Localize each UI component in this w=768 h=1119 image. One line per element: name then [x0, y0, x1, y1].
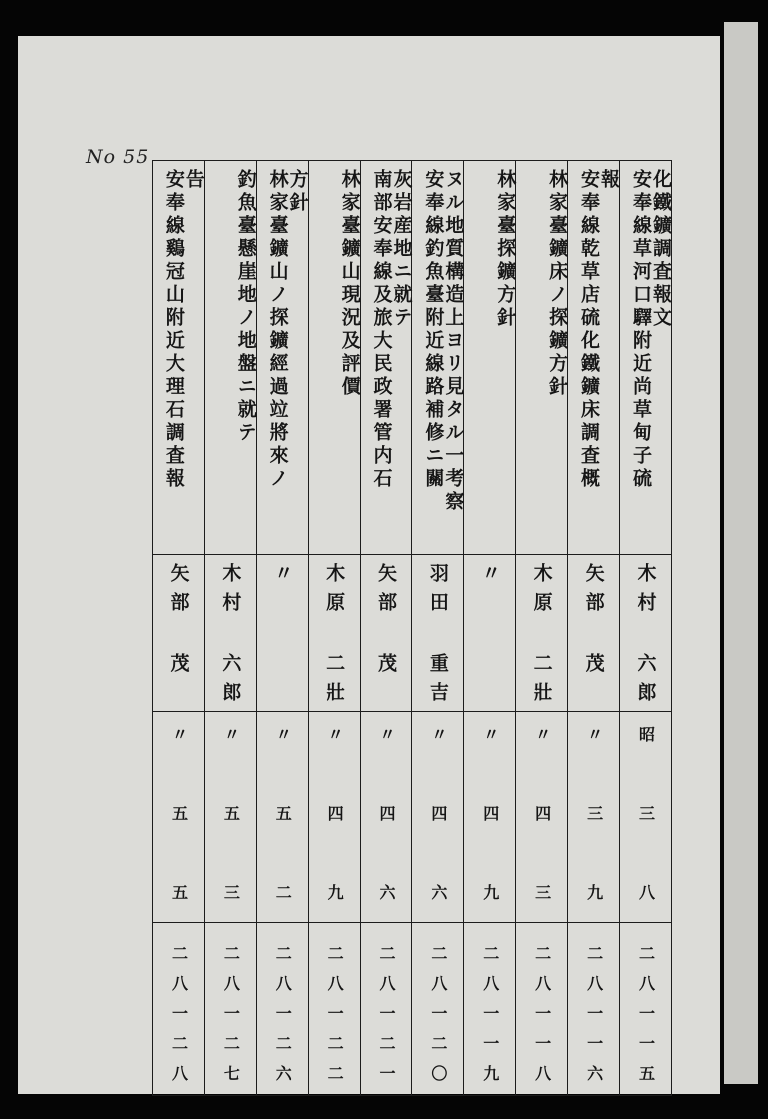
title-line: 林家臺鑛山ノ探鑛經過竝將來ノ [266, 169, 289, 491]
page-ref-text: 二八一二八 [169, 945, 189, 1095]
date-cell [256, 712, 308, 923]
report-index-table [152, 160, 672, 1096]
page-ref-text: 二八一一八 [532, 945, 552, 1095]
title-text [361, 161, 412, 554]
date-text: 〃 四 六 [377, 726, 396, 922]
title-line: 安奉線鷄冠山附近大理石調査報 [162, 169, 185, 491]
title-line: 安奉線草河口驛附近尚草甸子硫 [630, 169, 652, 491]
title-row [153, 161, 672, 555]
author-text: 〃 [271, 563, 294, 592]
title-line: 灰岩産地ニ就テ [390, 169, 413, 330]
page-ref-cell [620, 923, 672, 1096]
title-text [464, 161, 515, 554]
date-text: 〃 三 九 [584, 726, 604, 922]
title-cell [412, 161, 464, 555]
title-line: ヌル地質構造上ヨリ見タル一考察 [442, 169, 465, 514]
date-row [153, 712, 672, 923]
date-cell [516, 712, 568, 923]
page-ref-cell [412, 923, 464, 1096]
author-text: 木原 二壯 [323, 563, 346, 711]
title-text [412, 161, 463, 554]
title-line: 釣魚臺懸崖地ノ地盤ニ就テ [234, 169, 257, 445]
author-text: 矢部 茂 [375, 563, 397, 682]
date-text: 〃 五 三 [221, 726, 241, 922]
page-ref-cell [153, 923, 205, 1096]
page-ref-text: 二八一二〇 [428, 945, 448, 1095]
page-ref-text: 二八一二七 [221, 945, 241, 1095]
date-text: 〃 五 五 [169, 726, 189, 922]
title-cell [360, 161, 412, 555]
author-cell [568, 555, 620, 712]
page-ref-cell [516, 923, 568, 1096]
date-cell [464, 712, 516, 923]
title-cell [153, 161, 205, 555]
date-cell [204, 712, 256, 923]
page-ref-text: 二八一二二 [325, 945, 345, 1095]
title-text [205, 161, 256, 554]
author-text: 木村 六郎 [219, 563, 242, 711]
title-text [568, 161, 619, 554]
author-text: 木村 六郎 [634, 563, 657, 711]
title-line: 安奉線釣魚臺附近線路補修ニ關 [422, 169, 445, 491]
author-cell [620, 555, 672, 712]
title-line: 告 [182, 169, 205, 192]
title-line: 安奉線乾草店硫化鐵鑛床調査概 [578, 169, 601, 491]
page-ref-text: 二八一二六 [273, 945, 293, 1095]
date-cell [360, 712, 412, 923]
page-ref-text: 二八一一六 [584, 945, 604, 1095]
title-line: 林家臺鑛床ノ探鑛方針 [546, 169, 569, 399]
title-cell [308, 161, 360, 555]
date-cell [153, 712, 205, 923]
title-cell [568, 161, 620, 555]
title-cell [256, 161, 308, 555]
page-ref-text: 二八一一五 [636, 945, 656, 1095]
adjacent-page-edge [724, 22, 758, 1084]
title-text [309, 161, 360, 554]
date-cell [308, 712, 360, 923]
date-text: 昭 三 八 [636, 726, 656, 922]
date-text: 〃 四 九 [480, 726, 500, 922]
author-text: 矢部 茂 [167, 563, 190, 682]
author-cell [516, 555, 568, 712]
date-cell [412, 712, 464, 923]
title-line: 報 [598, 169, 621, 192]
title-cell [620, 161, 672, 555]
page-ref-text: 二八一一九 [480, 945, 500, 1095]
title-cell [464, 161, 516, 555]
author-cell [464, 555, 516, 712]
title-cell [204, 161, 256, 555]
author-cell [308, 555, 360, 712]
date-text: 〃 四 三 [532, 726, 552, 922]
author-text: 〃 [478, 563, 501, 592]
title-text [516, 161, 567, 554]
date-text: 〃 五 二 [273, 726, 293, 922]
author-text: 羽田 重吉 [426, 563, 449, 711]
author-cell [360, 555, 412, 712]
page-ref-cell [308, 923, 360, 1096]
page-ref-cell [568, 923, 620, 1096]
date-cell [620, 712, 672, 923]
author-cell [153, 555, 205, 712]
title-text [620, 161, 671, 554]
title-text [153, 161, 204, 554]
page-number: No 55 [86, 146, 150, 168]
page-ref-row [153, 923, 672, 1096]
page-ref-text: 二八一二一 [377, 945, 396, 1095]
date-cell [568, 712, 620, 923]
title-line: 南部安奉線及旅大民政署管内石 [370, 169, 393, 491]
title-line: 林家臺鑛山現況及評價 [338, 169, 361, 399]
title-line: 林家臺探鑛方針 [494, 169, 517, 330]
author-text: 矢部 茂 [582, 563, 605, 682]
author-cell [204, 555, 256, 712]
page-ref-cell [204, 923, 256, 1096]
author-text: 木原 二壯 [530, 563, 553, 711]
title-text [257, 161, 308, 554]
date-text: 〃 四 六 [428, 726, 448, 922]
page-ref-cell [360, 923, 412, 1096]
author-cell [412, 555, 464, 712]
title-cell [516, 161, 568, 555]
page-ref-cell [256, 923, 308, 1096]
date-text: 〃 四 九 [325, 726, 345, 922]
author-row [153, 555, 672, 712]
title-line: 化鐵鑛調査報文 [650, 169, 672, 330]
title-line: 方針 [286, 169, 309, 215]
author-cell [256, 555, 308, 712]
page-ref-cell [464, 923, 516, 1096]
